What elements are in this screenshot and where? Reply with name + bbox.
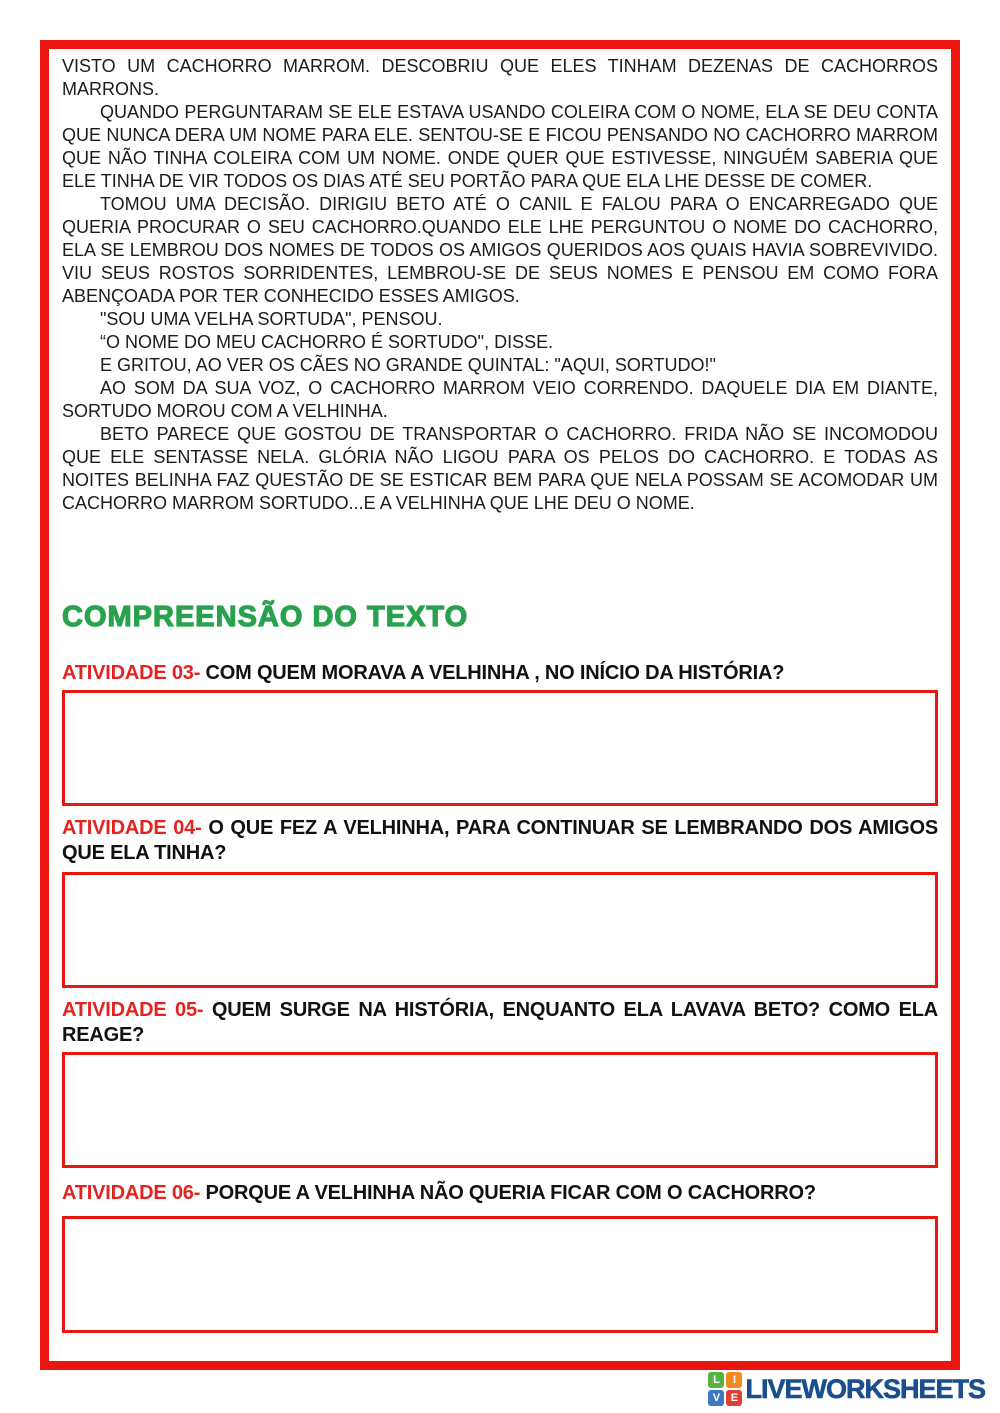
- activity-06-question: PORQUE A VELHINHA NÃO QUERIA FICAR COM O CACHORRO?: [205, 1182, 816, 1204]
- activity-06-answer-box[interactable]: [62, 1216, 938, 1333]
- activity-03-answer-box[interactable]: [62, 690, 938, 806]
- story-paragraph: TOMOU UMA DECISÃO. DIRIGIU BETO ATÉ O CANIL E FALOU PARA O ENCARREGADO QUE QUERIA PROCURAR O SEU CACHORRO.QUANDO ELE LHE PERGUNTOU O NOME DO CACHORRO, ELA SE LEMBROU DOS NOMES DE TODOS OS AMIGOS QUERIDOS AOS QUAIS HAVIA SOBREVIVIDO. VIU SEUS ROSTOS SORRIDENTES, LEMBROU-SE DE SEUS NOMES E PENSOU EM COMO FORA ABENÇOADA POR TER CONHECIDO ESSES AMIGOS.: [62, 194, 938, 306]
- story-paragraph: VISTO UM CACHORRO MARROM. DESCOBRIU QUE ELES TINHAM DEZENAS DE CACHORROS MARRONS.: [62, 56, 938, 99]
- story-paragraph: BETO PARECE QUE GOSTOU DE TRANSPORTAR O CACHORRO. FRIDA NÃO SE INCOMODOU QUE ELE SENTASSE NELA. GLÓRIA NÃO LIGOU PARA OS PELOS DO CACHORRO. E TODAS AS NOITES BELINHA FAZ QUESTÃO DE SE ESTICAR BEM PARA QUE NELA POSSAM SE ACOMODAR UM CACHORRO MARROM SORTUDO...E A VELHINHA QUE LHE DEU O NOME.: [62, 424, 938, 513]
- activity-03-question: COM QUEM MORAVA A VELHINHA , NO INÍCIO DA HISTÓRIA?: [205, 662, 785, 684]
- activity-06-heading: [62, 1181, 938, 1206]
- activity-04-question: O QUE FEZ A VELHINHA, PARA CONTINUAR SE LEMBRANDO DOS AMIGOS QUE ELA TINHA?: [62, 817, 938, 864]
- activity-06-label: ATIVIDADE 06-: [62, 1182, 201, 1204]
- activity-03-label: ATIVIDADE 03-: [62, 662, 201, 684]
- liveworksheets-icon: [708, 1372, 742, 1406]
- logo-letter-e: E: [726, 1390, 742, 1406]
- activity-05-answer-box[interactable]: [62, 1052, 938, 1168]
- activity-04-label: ATIVIDADE 04-: [62, 817, 202, 839]
- logo-letter-l: L: [708, 1372, 724, 1388]
- activity-03-heading: [62, 661, 938, 686]
- activity-05-heading: [62, 998, 938, 1048]
- story-text: [62, 55, 938, 515]
- activity-04-heading: [62, 816, 938, 866]
- activity-05-label: ATIVIDADE 05-: [62, 999, 204, 1021]
- liveworksheets-wordmark: LIVEWORKSHEETS: [745, 1373, 985, 1404]
- story-paragraph: QUANDO PERGUNTARAM SE ELE ESTAVA USANDO COLEIRA COM O NOME, ELA SE DEU CONTA QUE NUNCA DERA UM NOME PARA ELE. SENTOU-SE E FICOU PENSANDO NO CACHORRO MARROM QUE NÃO TINHA COLEIRA COM UM NOME. ONDE QUER QUE ESTIVESSE, NINGUÉM SABERIA QUE ELE TINHA DE VIR TODOS OS DIAS ATÉ SEU PORTÃO PARA QUE ELA LHE DESSE DE COMER.: [62, 102, 938, 191]
- story-paragraph: AO SOM DA SUA VOZ, O CACHORRO MARROM VEIO CORRENDO. DAQUELE DIA EM DIANTE, SORTUDO MOROU COM A VELHINHA.: [62, 378, 938, 421]
- section-title: COMPREENSÃO DO TEXTO: [62, 601, 469, 633]
- logo-letter-i: I: [726, 1372, 742, 1388]
- activity-04-answer-box[interactable]: [62, 872, 938, 988]
- story-paragraph: E GRITOU, AO VER OS CÃES NO GRANDE QUINTAL: "AQUI, SORTUDO!": [100, 355, 716, 375]
- logo-letter-v: V: [708, 1390, 724, 1406]
- activity-05-question: QUEM SURGE NA HISTÓRIA, ENQUANTO ELA LAVAVA BETO? COMO ELA REAGE?: [62, 999, 938, 1046]
- story-paragraph: "SOU UMA VELHA SORTUDA", PENSOU.: [100, 309, 443, 329]
- liveworksheets-logo[interactable]: [708, 1372, 985, 1406]
- story-paragraph: “O NOME DO MEU CACHORRO É SORTUDO", DISSE.: [100, 332, 554, 352]
